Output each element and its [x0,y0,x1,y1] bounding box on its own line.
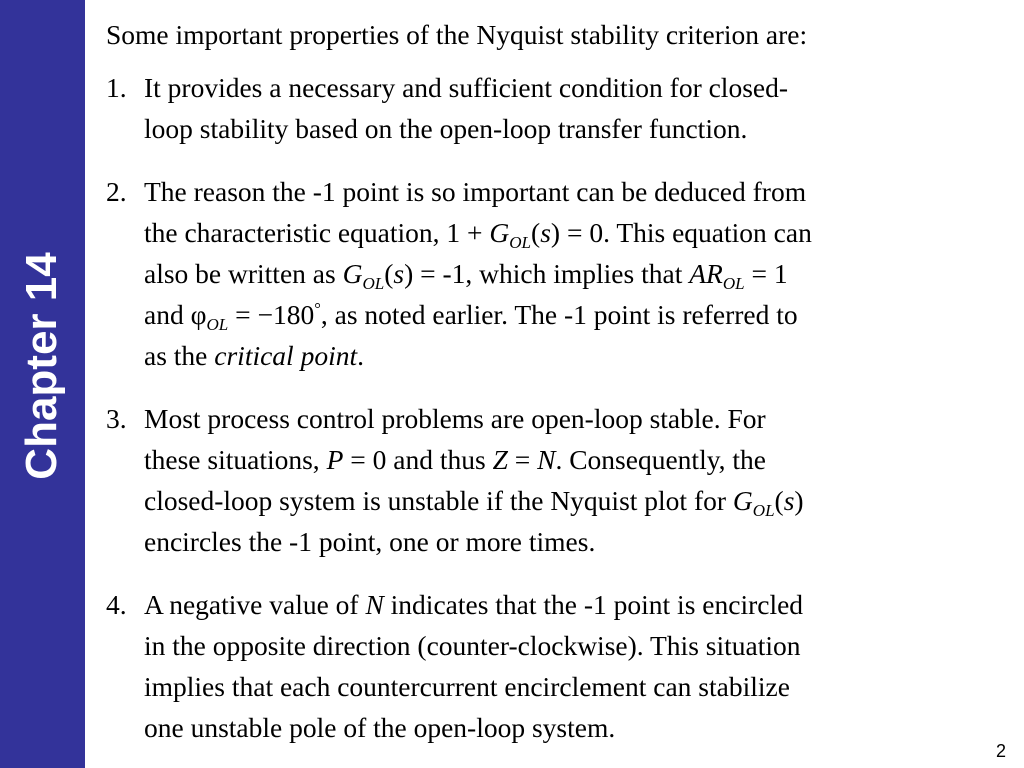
list-item [106,171,986,376]
chapter-label: Chapter 14 [17,252,66,480]
item-line: and $\varphi_{OL} = -180^\circ$, as noted earlier. The -1 point is referred to [144,299,798,334]
page-number: 2 [995,741,1006,761]
item-line: loop stability based on the open-loop transfer function. [144,113,748,144]
item-line: Most process control problems are open-loop stable. For [144,403,766,434]
item-line: also be written as $G_{OL}(s) = -1$, which implies that $AR_{OL} = 1$ [144,258,788,293]
item-line: in the opposite direction (counter-clockwise). This situation [144,630,801,661]
properties-list [106,67,986,748]
item-line: It provides a necessary and sufficient condition for closed- [144,72,789,103]
item-line: one unstable pole of the open-loop system. [144,712,616,743]
item-line: A negative value of N indicates that the -1 point is encircled [144,589,804,620]
item-line: The reason the -1 point is so important can be deduced from [144,176,807,207]
item-line: encircles the -1 point, one or more times. [144,526,596,557]
item-number: 2. [106,176,127,207]
item-number: 4. [106,589,127,620]
list-item [106,67,986,149]
list-item [106,584,986,748]
item-line: the characteristic equation, $1 + G_{OL}(s) = 0$. This equation can [144,217,812,252]
item-line: closed-loop system is unstable if the Nyquist plot for $G_{OL}(s)$ [144,485,804,520]
item-line: these situations, P = 0 and thus Z = N. Consequently, the [144,444,767,475]
chapter-sidebar [0,0,85,768]
item-number: 1. [106,72,127,103]
item-line: implies that each countercurrent encirclement can stabilize [144,671,790,702]
item-line: as the critical point. [144,340,364,371]
item-number: 3. [106,403,127,434]
intro-text: Some important properties of the Nyquist stability criterion are: [106,19,808,50]
slide-content [106,14,986,768]
list-item [106,398,986,562]
